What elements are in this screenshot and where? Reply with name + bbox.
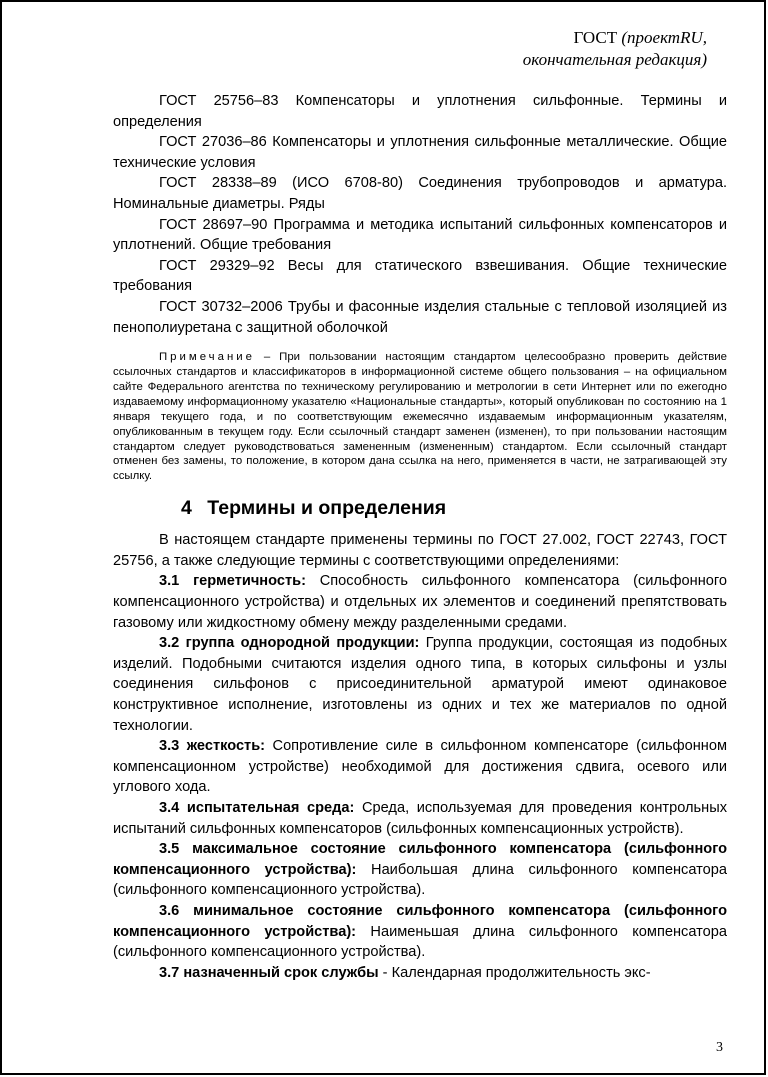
note-paragraph bbox=[113, 350, 727, 484]
term-definition: Наибольшая длина сильфонного компенсатора (сильфонного компенсационного устройства). bbox=[113, 861, 727, 899]
term-name: 3.2 группа однородной продукции: bbox=[159, 635, 420, 652]
term-name: 3.6 минимальное состояние сильфонного компенсатора (сильфонного компенсационного устройства): bbox=[113, 902, 727, 940]
reference-item: ГОСТ 25756–83 Компенсаторы и уплотнения сильфонные. Термины и определения bbox=[113, 93, 727, 130]
page-number: 3 bbox=[716, 1040, 723, 1055]
term-name: 3.5 максимальное состояние сильфонного компенсатора (сильфонного компенсационного устройства): bbox=[113, 841, 727, 878]
header-gost: ГОСТ bbox=[573, 28, 618, 47]
note-label: Примечание bbox=[159, 351, 255, 364]
header-line-2 bbox=[523, 49, 707, 71]
term-name: 3.7 назначенный срок службы bbox=[159, 964, 379, 981]
section-heading bbox=[181, 496, 727, 520]
reference-item: ГОСТ 28697–90 Программа и методика испытаний сильфонных компенсаторов и уплотнений. Общие требования bbox=[113, 216, 727, 254]
term-entry bbox=[113, 736, 727, 798]
term-entry bbox=[113, 798, 727, 839]
term-entry bbox=[113, 963, 727, 984]
reference-item: ГОСТ 29329–92 Весы для статического взвешивания. Общие технические требования bbox=[113, 257, 727, 295]
reference-item: ГОСТ 28338–89 (ИСО 6708-80) Соединения трубопроводов и арматура. Номинальные диаметры. Ряды bbox=[113, 175, 727, 212]
section-intro: В настоящем стандарте применены термины по ГОСТ 27.002, ГОСТ 22743, ГОСТ 25756, а также следующие термины с соответствующими определениями: bbox=[113, 532, 727, 569]
term-entry bbox=[113, 571, 727, 633]
term-name: 3.4 испытательная среда: bbox=[159, 800, 355, 816]
page-header bbox=[523, 27, 707, 71]
term-name: 3.1 герметичность: bbox=[159, 573, 306, 590]
term-definition: Способность сильфонного компенсатора (сильфонного компенсационного устройства) и отдельных их элементов и соединений препятствовать газовому или жидкостному обмену между разделенными средами. bbox=[113, 573, 727, 631]
reference-item: ГОСТ 27036–86 Компенсаторы и уплотнения сильфонные металлические. Общие технические условия bbox=[113, 134, 727, 171]
term-entry bbox=[113, 633, 727, 736]
reference-item: ГОСТ 30732–2006 Трубы и фасонные изделия стальные с тепловой изоляцией из пенополиуретана с защитной оболочкой bbox=[113, 298, 727, 336]
term-definition: Среда, используемая для проведения контрольных испытаний сильфонных компенсаторов (сильфонных компенсационных устройств). bbox=[113, 800, 727, 837]
term-definition: Сопротивление силе в сильфонном компенсаторе (сильфонном компенсационном устройстве) необходимой для достижения сдвига, осевого или углового хода. bbox=[113, 738, 727, 796]
term-definition: Наименьшая длина сильфонного компенсатора (сильфонного компенсационного устройства). bbox=[113, 923, 727, 961]
section-title: Термины и определения bbox=[207, 497, 447, 520]
header-edition: окончательная редакция) bbox=[522, 50, 707, 69]
page-body bbox=[113, 91, 727, 983]
term-entry bbox=[113, 839, 727, 901]
term-definition: - Календарная продолжительность экс- bbox=[382, 964, 651, 981]
note-text: – При пользовании настоящим стандартом целесообразно проверить действие ссылочных стандартов и классификаторов в информационной системе общего пользования – на официальном сайте Федерального агентства по техническому регулированию и метрологии в сети Интернет или по ежегодно издаваемому информационному указателю «Национальные стандарты», который опубликован по состоянию на 1 января текущего года, и по соответствующим ежемесячно издаваемым информационным указателям, опубликованным в текущем году. Если ссылочный стандарт заменен (изменен), то при пользовании настоящим стандартом следует руководствоваться замененным (измененным) стандартом. Если ссылочный стандарт отменен без замены, то положение, в котором дана ссылка на него, применяется в части, не затрагивающей эту ссылку. bbox=[113, 351, 728, 483]
term-definition: Группа продукции, состоящая из подобных изделий. Подобными считаются изделия одного типа, в которых сильфоны и узлы соединения сильфонов с присоединительной арматурой имеют одинаковое конструктивное исполнение, изготовлены из одних и тех же материалов по одной технологии. bbox=[113, 635, 727, 734]
term-entry bbox=[113, 901, 727, 963]
section-number: 4 bbox=[181, 497, 192, 520]
term-name: 3.3 жесткость: bbox=[159, 738, 266, 755]
header-line-1 bbox=[523, 27, 707, 49]
header-draft: (проектRU, bbox=[621, 28, 707, 47]
